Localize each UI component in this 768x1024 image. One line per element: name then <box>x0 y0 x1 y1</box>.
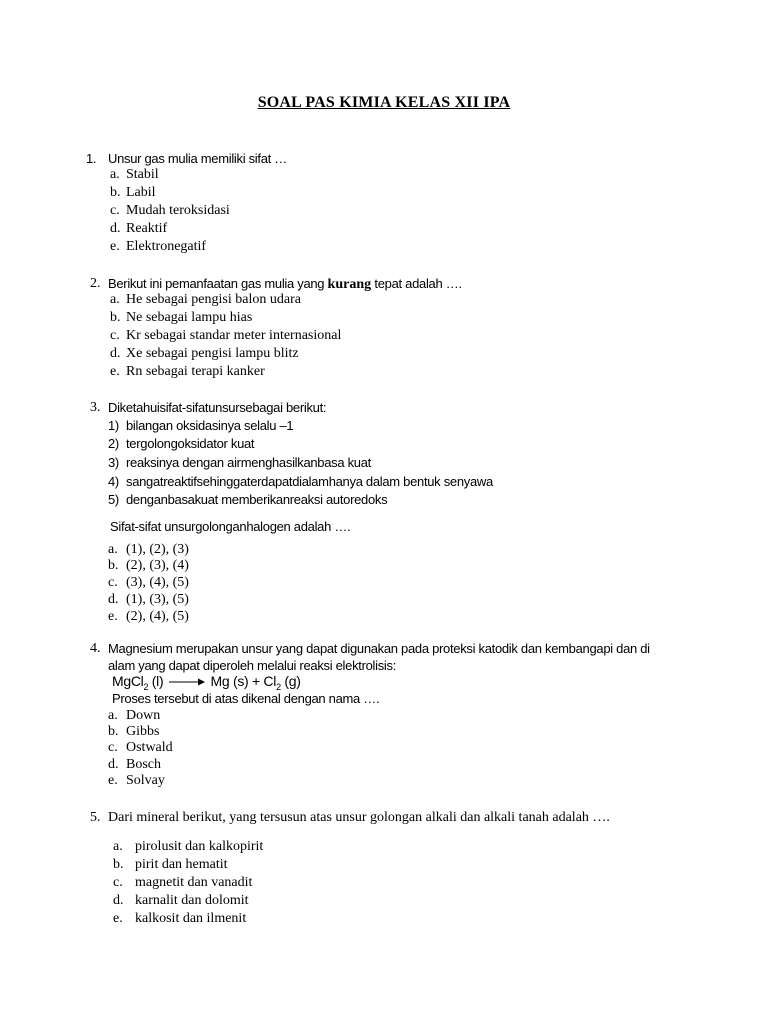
statement-text: denganbasakuat memberikanreaksi autoredoks <box>126 492 388 507</box>
question-text-line-1: Magnesium merupakan unsur yang dapat digunakan pada proteksi katodik dan kembangapi dan di <box>108 641 650 656</box>
option-label: b. <box>110 310 121 325</box>
option-text: (1), (2), (3) <box>126 542 189 557</box>
option-text: karnalit dan dolomit <box>135 893 249 908</box>
question-text: Dari mineral berikut, yang tersusun atas unsur golongan alkali dan alkali tanah adalah …. <box>108 810 610 825</box>
option-text: He sebagai pengisi balon udara <box>126 292 301 307</box>
option-label: c. <box>113 875 123 890</box>
statement-label: 1) <box>108 418 119 433</box>
page-title: SOAL PAS KIMIA KELAS XII IPA <box>257 94 511 111</box>
option-text: Stabil <box>126 167 159 182</box>
question-number: 2. <box>90 276 101 291</box>
option-label: d. <box>108 757 119 772</box>
statement-text: bilangan oksidasinya selalu –1 <box>126 418 294 433</box>
option-text: Gibbs <box>126 724 160 739</box>
option-label: a. <box>108 542 118 557</box>
option-label: c. <box>108 740 118 755</box>
option-text: pirit dan hematit <box>135 857 228 872</box>
product-formula: Mg (s) + Cl <box>210 673 277 689</box>
option-text: (2), (3), (4) <box>126 558 189 573</box>
question-number: 3. <box>90 400 101 415</box>
question-number: 4. <box>90 641 101 656</box>
option-text: kalkosit dan ilmenit <box>135 911 247 926</box>
option-label: a. <box>110 167 120 182</box>
option-label: c. <box>110 328 120 343</box>
option-text: Rn sebagai terapi kanker <box>126 364 265 379</box>
option-text: Kr sebagai standar meter internasional <box>126 328 342 343</box>
question-number: 1. <box>86 151 97 166</box>
option-text: magnetit dan vanadit <box>135 875 253 890</box>
reaction-arrow-icon <box>169 677 205 687</box>
question-number: 5. <box>90 810 101 825</box>
option-label: c. <box>110 203 120 218</box>
product-state: (g) <box>280 673 301 689</box>
option-text: Mudah teroksidasi <box>126 203 230 218</box>
reactant-formula: MgCl <box>112 673 144 689</box>
option-text: (1), (3), (5) <box>126 592 189 607</box>
option-text: Reaktif <box>126 221 168 236</box>
option-label: d. <box>110 221 121 236</box>
option-text: (3), (4), (5) <box>126 575 189 590</box>
statement-label: 5) <box>108 492 119 507</box>
option-text: Labil <box>126 185 156 200</box>
option-label: e. <box>108 773 118 788</box>
statement-text: tergolongoksidator kuat <box>126 436 255 451</box>
option-label: d. <box>113 893 124 908</box>
option-label: e. <box>110 239 120 254</box>
product-subscript: 2 <box>276 681 281 692</box>
statement-label: 4) <box>108 474 119 489</box>
option-text: Elektronegatif <box>126 239 207 254</box>
option-text: (2), (4), (5) <box>126 609 189 624</box>
option-label: b. <box>110 185 121 200</box>
option-label: b. <box>108 724 119 739</box>
question-text-start: Berikut ini pemanfaatan gas mulia yang <box>108 276 328 291</box>
question-text-end: tepat adalah …. <box>371 276 462 291</box>
option-label: d. <box>110 346 121 361</box>
option-label: b. <box>108 558 119 573</box>
reaction-equation <box>112 673 301 692</box>
option-label: e. <box>113 911 123 926</box>
sub-question-text: Proses tersebut di atas dikenal dengan nama …. <box>112 691 380 706</box>
question-text: Diketahuisifat-sifatunsursebagai berikut: <box>108 400 327 415</box>
option-text: pirolusit dan kalkopirit <box>135 839 264 854</box>
option-text: Xe sebagai pengisi lampu blitz <box>126 346 299 361</box>
option-label: a. <box>110 292 120 307</box>
reactant-subscript: 2 <box>143 681 149 692</box>
option-label: d. <box>108 592 119 607</box>
option-text: Ne sebagai lampu hias <box>126 310 253 325</box>
statement-label: 2) <box>108 436 119 451</box>
option-text: Solvay <box>126 773 165 788</box>
option-label: a. <box>113 839 123 854</box>
reactant-state: (l) <box>148 673 164 689</box>
option-text: Bosch <box>126 757 161 772</box>
option-label: b. <box>113 857 124 872</box>
statement-text: sangatreaktifsehinggaterdapatdialamhanya dalam bentuk senyawa <box>126 474 493 489</box>
option-text: Ostwald <box>126 740 173 755</box>
option-label: e. <box>110 364 120 379</box>
option-label: a. <box>108 708 118 723</box>
statement-text: reaksinya dengan airmenghasilkanbasa kuat <box>126 455 371 470</box>
option-label: c. <box>108 575 118 590</box>
option-text: Down <box>126 708 161 723</box>
question-text-line-2: alam yang dapat diperoleh melalui reaksi elektrolisis: <box>108 658 397 673</box>
question-emphasis: kurang <box>327 277 372 292</box>
option-label: e. <box>108 609 118 624</box>
sub-question-text: Sifat-sifat unsurgolonganhalogen adalah …. <box>110 519 351 534</box>
statement-label: 3) <box>108 455 119 470</box>
question-text: Unsur gas mulia memiliki sifat … <box>108 151 287 166</box>
